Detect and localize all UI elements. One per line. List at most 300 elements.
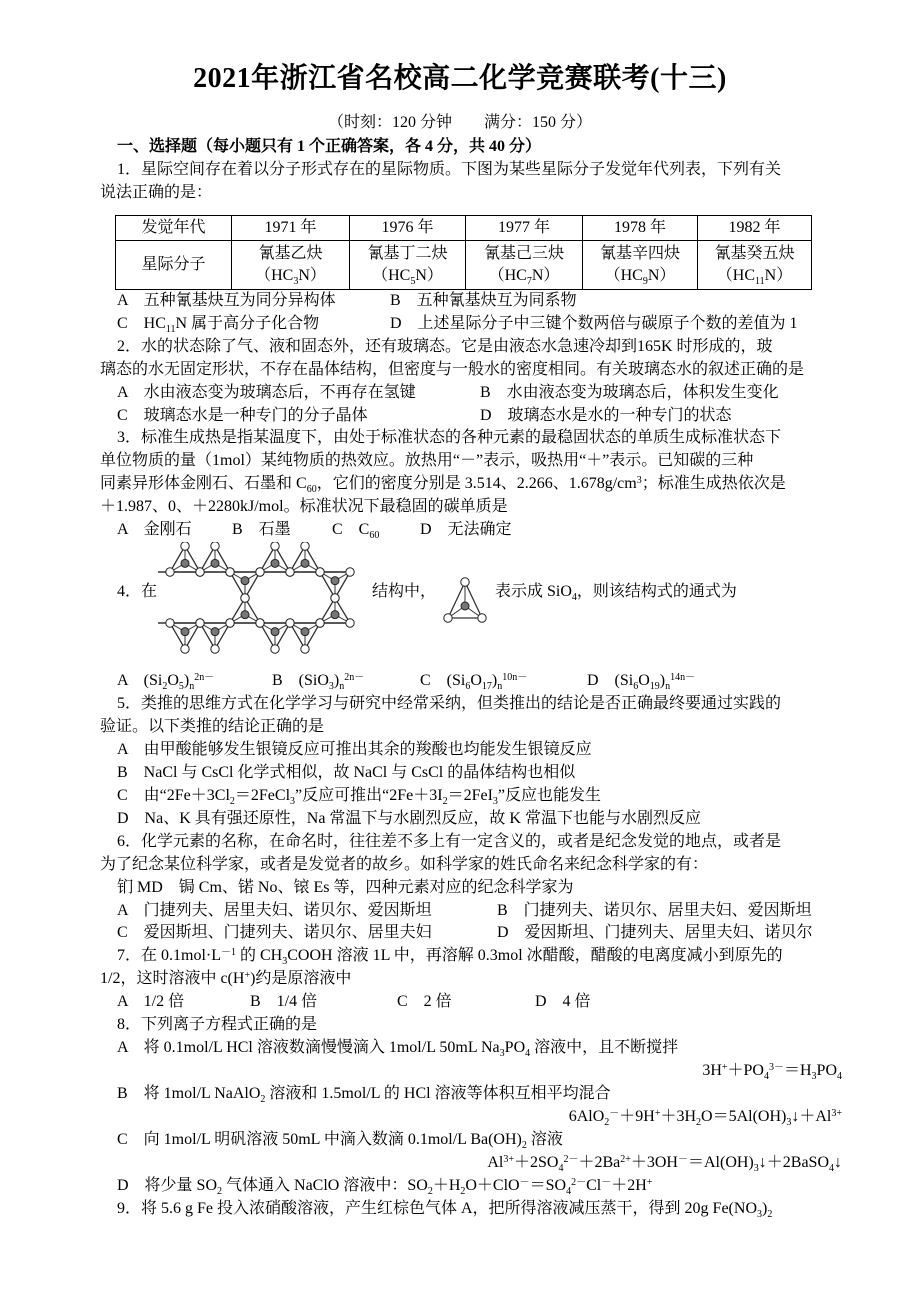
text-run: 2．水的状态除了气、液和固态外，还有玻璃态。它是由液态水急速冷却到165K 时形成的，玻 <box>117 337 773 355</box>
oxygen-atom <box>478 614 486 622</box>
text-run: A 将 0.1mol/L HCl 溶液数滴慢慢滴入 1mol/L 50mL Na <box>117 1039 500 1057</box>
text-line <box>100 1037 842 1060</box>
text-line <box>100 739 842 762</box>
answer-options <box>100 290 842 313</box>
subscript: 17 <box>481 681 492 693</box>
text-run: B (SiO <box>272 672 329 690</box>
silicon-atom <box>301 628 309 636</box>
superscript: 10n－ <box>502 672 528 684</box>
subscript: 2 <box>767 1208 773 1220</box>
text-run: 为了纪念某位科学家，或者是发觉者的故乡。如科学家的姓氏命名来纪念科学家的有： <box>100 855 709 873</box>
answer-options <box>100 922 842 945</box>
text-run: PO <box>816 1062 837 1080</box>
text-run: D Na、K 具有强还原性，Na 常温下与水剧烈反应，故 K 常温下也能与水剧烈反应 <box>117 809 701 827</box>
oxygen-atom <box>241 594 249 602</box>
q4-text-middle <box>372 581 436 604</box>
text-run: O＋ClO <box>465 1176 520 1194</box>
subscript: 4 <box>566 1185 572 1197</box>
superscript: － <box>677 1153 688 1165</box>
section-heading <box>100 136 842 159</box>
silicon-atom <box>181 628 189 636</box>
text-run: ＋PO <box>727 1062 764 1080</box>
text-run: N 属于高分子化合物 <box>175 314 320 332</box>
text-run: B 水由液态变为玻璃态后，体积发生变化 <box>480 383 779 401</box>
subscript: 5 <box>178 681 184 693</box>
oxygen-atom <box>301 645 309 653</box>
text-run: N） <box>298 266 326 284</box>
subscript: 3 <box>293 275 299 287</box>
text-run: COOH 溶液 1L 中，再溶解 0.3mol 冰醋酸，醋酸的电离度减小到原先的 <box>287 947 783 965</box>
answer-option <box>535 991 591 1014</box>
text-run: ＋9H <box>619 1107 655 1125</box>
silicon-atom <box>181 559 189 567</box>
answer-options <box>100 313 842 336</box>
answer-option <box>390 290 577 313</box>
text-run: 3．标准生成热是指某温度下，由处于标准状态的各种元素的最稳固状态的单质生成标准状态下 <box>117 429 782 447</box>
text-run: 8．下列离子方程式正确的是 <box>117 1016 318 1034</box>
oxygen-atom <box>346 568 354 576</box>
text-line <box>100 785 842 808</box>
text-run: B 将 1mol/L NaAlO <box>117 1085 261 1102</box>
subscript: n <box>189 681 195 693</box>
question-4-figure-line <box>100 542 842 670</box>
text-run: 的 CH <box>236 947 283 965</box>
answer-option <box>117 922 497 945</box>
text-run: ＋2Ba <box>578 1153 621 1171</box>
text-run: N） <box>647 266 676 284</box>
text-run: A 1/2 倍 <box>117 993 185 1011</box>
text-run: 结构中， <box>372 583 437 601</box>
subscript: n <box>497 681 503 693</box>
text-run: （HC <box>604 266 643 284</box>
text-run: 溶液中，且不断搅拌 <box>530 1039 679 1057</box>
text-run: 4．在 <box>117 583 158 601</box>
text-run: ＝2FeI <box>447 786 493 804</box>
subscript: 9 <box>642 275 648 287</box>
superscript: 3－ <box>768 1062 784 1074</box>
table-cell: 1976 年 <box>350 215 466 240</box>
answer-option <box>497 900 812 923</box>
text-run: C (Si <box>420 672 466 690</box>
text-run: ＝2FeCl <box>234 786 291 804</box>
text-run: 7．在 0.1mol·L <box>117 947 221 965</box>
superscript: 2n－ <box>344 672 365 684</box>
text-run: ) <box>491 672 498 690</box>
text-run: A 金刚石 <box>117 521 192 539</box>
oxygen-atom <box>331 594 339 602</box>
text-run: A 水由液态变为玻璃态后，不再存在氢键 <box>117 383 416 401</box>
text-run: ，则该结构式的通式为 <box>576 583 737 601</box>
oxygen-atom <box>316 568 324 576</box>
text-line <box>100 359 842 382</box>
subscript: 3 <box>811 1071 817 1083</box>
answer-option <box>250 991 397 1014</box>
superscript: － <box>601 1176 612 1188</box>
text-run: C C <box>332 521 370 539</box>
text-run: 气体通入 NaClO 溶液中：SO <box>222 1176 428 1194</box>
oxygen-atom <box>181 645 189 653</box>
table-cell: 1982 年 <box>698 215 812 240</box>
subscript: 3 <box>757 1208 762 1220</box>
answer-option <box>117 313 390 336</box>
table-cell: 星际分子 <box>116 240 232 289</box>
oxygen-atom <box>256 568 264 576</box>
text-run: A 由甲酸能够发生银镜反应可推出其余的羧酸也均能发生银镜反应 <box>117 740 592 758</box>
oxygen-atom <box>286 619 294 627</box>
text-run: ) <box>659 672 666 690</box>
text-run: 验证。以下类推的结论正确的是 <box>100 718 325 735</box>
answer-option <box>497 922 813 945</box>
text-run: C 爱因斯坦、门捷列夫、诺贝尔、居里夫妇 <box>117 924 432 942</box>
answer-options <box>100 519 842 542</box>
text-line <box>100 450 842 473</box>
subscript: 3 <box>786 1116 792 1128</box>
answer-option <box>117 519 232 542</box>
answer-option <box>232 519 332 542</box>
answer-options <box>100 670 842 693</box>
subscript: 2 <box>260 1094 266 1105</box>
subscript: 2 <box>442 795 448 807</box>
subscript: 4 <box>571 592 577 604</box>
text-run: C HC <box>117 314 166 332</box>
text-run: C 玻璃态水是一种专门的分子晶体 <box>117 406 368 424</box>
superscript: + <box>654 1107 661 1119</box>
text-run: ＋1.987、0、＋2280kJ/mol。标准状况下最稳固的碳单质是 <box>100 498 508 516</box>
silicon-atom <box>461 602 469 610</box>
text-line <box>100 1129 842 1152</box>
text-run: 1．星际空间存在着以分子形式存在的星际物质。下图为某些星际分子发觉年代列表，下列有关 <box>117 160 782 178</box>
text-line <box>100 808 842 831</box>
text-run: 璃态的水无固定形状，不存在晶体结构，但密度与一般水的密度相同。有关玻璃态水的叙述正确的是 <box>100 360 805 378</box>
text-run: D 将少量 SO <box>117 1176 218 1194</box>
text-run: ) <box>333 672 340 690</box>
text-line <box>100 693 842 716</box>
subscript: 3 <box>492 795 498 807</box>
subscript: 60 <box>369 530 380 542</box>
silicon-atom <box>211 559 219 567</box>
q4-text-end <box>495 581 737 604</box>
subscript: n <box>339 681 345 693</box>
superscript: 2+ <box>620 1153 631 1165</box>
subscript: 6 <box>465 681 471 693</box>
text-run: （HC <box>488 266 527 284</box>
text-run: 单位物质的量（1mol）某纯物质的热效应。放热用“－”表示，吸热用“＋”表示。已知碳的三种 <box>100 452 754 470</box>
text-run: B 门捷列夫、诺贝尔、居里夫妇、爱因斯坦 <box>497 901 812 919</box>
table-header-row <box>116 215 812 240</box>
oxygen-atom <box>256 619 264 627</box>
molecule-formula <box>350 265 465 287</box>
oxygen-atom <box>461 578 469 586</box>
superscript: 3+ <box>831 1107 842 1119</box>
superscript: 2－ <box>571 1176 587 1188</box>
molecule-formula <box>583 265 697 287</box>
text-run: A 五种氰基炔互为同分异构体 <box>117 291 336 309</box>
exam-info: （时刻：120 分钟 满分：150 分） <box>327 114 592 131</box>
text-run: （HC <box>716 266 756 284</box>
molecule-name: 氰基乙炔 <box>258 244 323 262</box>
superscript: 2n－ <box>194 672 215 684</box>
text-run: Cl <box>586 1176 602 1194</box>
subscript: 6 <box>633 681 639 693</box>
oxygen-atom <box>226 619 234 627</box>
text-run: ”反应也能发生 <box>497 786 602 804</box>
oxygen-atom <box>211 645 219 653</box>
oxygen-atom <box>301 542 309 550</box>
text-run: 溶液和 1.5mol/L 的 HCl 溶液等体积互相平均混合 <box>265 1085 611 1102</box>
equation-line <box>100 1106 842 1129</box>
text-run: ”反应可推出“2Fe＋3I <box>295 786 443 804</box>
table-cell: 1977 年 <box>466 215 583 240</box>
text-run: 钔 MD 锔 Cm、锘 No、锿 Es 等，四种元素对应的纪念科学家为 <box>117 878 574 896</box>
oxygen-atom <box>346 619 354 627</box>
subscript: 3 <box>753 1162 759 1174</box>
subscript: 4 <box>837 1071 842 1083</box>
text-run: B 石墨 <box>232 521 291 539</box>
subscript: 3 <box>328 681 334 693</box>
text-line <box>100 716 842 739</box>
answer-option <box>117 290 390 313</box>
text-run: 1/2，这时溶液中 c(H <box>100 970 245 988</box>
text-run: 说法正确的是： <box>100 183 213 201</box>
subscript: 7 <box>526 275 532 287</box>
text-run: 6．化学元素的名称，在命名时，往往差不多上有一定含义的，或者是纪念发觉的地点，或者是 <box>117 832 782 850</box>
text-run: ＋H <box>432 1176 461 1194</box>
text-run: ↓＋Al <box>791 1107 832 1125</box>
subscript: 2 <box>521 1139 527 1151</box>
table-wrap <box>100 215 842 290</box>
oxygen-atom <box>271 645 279 653</box>
text-run: ＝Al(OH) <box>687 1153 754 1171</box>
superscript: － <box>609 1107 620 1119</box>
text-line <box>100 159 842 182</box>
oxygen-atom <box>196 568 204 576</box>
text-line <box>100 1083 842 1106</box>
silicate-chain-diagram <box>100 542 842 670</box>
text-run: D 玻璃态水是水的一种专门的状态 <box>480 406 732 424</box>
answer-option <box>117 900 497 923</box>
text-run: B 1/4 倍 <box>250 993 318 1011</box>
oxygen-atom <box>211 542 219 550</box>
silicon-atom <box>211 628 219 636</box>
text-run: ，它们的密度分别是 3.514、2.266、1.678g/cm <box>316 475 637 493</box>
text-run: ＝H <box>783 1062 812 1080</box>
equation-line <box>100 1152 842 1175</box>
oxygen-atom <box>196 619 204 627</box>
text-line <box>100 854 842 877</box>
text-run: N） <box>415 266 443 284</box>
text-run: N） <box>531 266 560 284</box>
text-run: 9．将 5.6 g Fe 投入浓硝酸溶液，产生红棕色气体 A，把所得溶液减压蒸干，得到 20g Fe(NO <box>117 1199 757 1217</box>
table-cell <box>350 240 466 289</box>
text-line <box>100 831 842 854</box>
answer-option <box>117 405 480 428</box>
silicon-atom <box>241 577 249 585</box>
answer-option <box>420 670 587 693</box>
answer-option <box>420 519 512 542</box>
superscript: － <box>519 1176 530 1188</box>
text-line <box>100 496 842 519</box>
subscript: n <box>665 681 671 693</box>
answer-option <box>117 991 250 1014</box>
oxygen-atom <box>226 568 234 576</box>
superscript: 3 <box>636 475 642 487</box>
table-cell: 发觉年代 <box>116 215 232 240</box>
text-line <box>100 762 842 785</box>
subscript: 3 <box>290 795 296 807</box>
text-run: （HC <box>372 266 411 284</box>
subscript: 11 <box>165 323 176 335</box>
answer-option <box>390 313 798 336</box>
silicon-atom <box>241 611 249 619</box>
table-cell <box>698 240 812 289</box>
text-run: D (Si <box>587 672 634 690</box>
text-run: )约是原溶液中 <box>250 970 352 988</box>
oxygen-atom <box>271 542 279 550</box>
answer-option <box>117 382 480 405</box>
molecule-name: 氰基丁二炔 <box>367 244 448 262</box>
text-run: Al <box>487 1153 504 1171</box>
text-run: （HC <box>255 266 294 284</box>
text-run: ＋2H <box>611 1176 647 1194</box>
text-run: 3H <box>702 1062 722 1080</box>
oxygen-atom <box>286 568 294 576</box>
answer-options <box>100 405 842 428</box>
text-run: ＋2SO <box>513 1153 559 1171</box>
subscript: 5 <box>410 275 416 287</box>
subscript: 2 <box>217 1185 223 1197</box>
subscript: 60 <box>306 484 317 496</box>
text-run: O <box>470 672 482 690</box>
subscript: 2 <box>162 681 168 693</box>
text-line <box>100 877 842 900</box>
text-run: A 门捷列夫、居里夫妇、诺贝尔、爱因斯坦 <box>117 901 432 919</box>
text-run: B NaCl 与 CsCl 化学式相似，故 NaCl 与 CsCl 的晶体结构也相似 <box>117 763 576 781</box>
subscript: 4 <box>829 1162 834 1174</box>
silicon-atom <box>301 559 309 567</box>
subscript: 19 <box>649 681 660 693</box>
text-run: PO <box>504 1039 526 1057</box>
answer-option <box>397 991 535 1014</box>
silicon-atom <box>271 559 279 567</box>
text-run: 6AlO <box>568 1107 605 1125</box>
discovery-table <box>115 215 812 290</box>
text-run: ＋3H <box>660 1107 697 1125</box>
superscript: + <box>721 1062 728 1074</box>
text-run: D 上述星际分子中三键个数两倍与碳原子个数的差值为 1 <box>390 314 798 332</box>
text-run: ↓ <box>834 1153 842 1171</box>
subscript: 3 <box>282 956 288 968</box>
subscript: 2 <box>427 1185 433 1197</box>
answer-options <box>100 900 842 923</box>
text-run: D 4 倍 <box>535 993 591 1011</box>
equation-line <box>100 1060 842 1083</box>
molecule-name: 氰基己三炔 <box>483 244 564 262</box>
superscript: －1 <box>221 947 236 959</box>
subscript: 3 <box>499 1048 505 1060</box>
text-run: D 无法确定 <box>420 521 512 539</box>
superscript: + <box>244 970 251 982</box>
subscript: 2 <box>460 1185 466 1197</box>
text-run: O <box>638 672 650 690</box>
text-run: C 向 1mol/L 明矾溶液 50mL 中滴入数滴 0.1mol/L Ba(OH) <box>117 1130 522 1148</box>
text-line <box>100 968 842 991</box>
text-line <box>100 945 842 968</box>
text-run: A (Si <box>117 672 163 690</box>
text-run: 表示成 SiO <box>495 583 572 601</box>
q4-text-start <box>117 581 157 604</box>
answer-option <box>272 670 420 693</box>
superscript: + <box>646 1176 653 1188</box>
molecule-formula <box>698 265 811 287</box>
molecule-formula <box>466 265 582 287</box>
text-line <box>100 1175 842 1198</box>
text-line <box>100 336 842 359</box>
subscript: 4 <box>525 1048 531 1060</box>
text-run: N） <box>764 266 793 284</box>
text-line <box>100 427 842 450</box>
text-run: ) <box>762 1199 768 1217</box>
document-title: 2021年浙江省名校高二化学竞赛联考(十三) <box>193 63 727 94</box>
answer-option <box>117 670 272 693</box>
molecule-formula <box>232 265 349 287</box>
text-line <box>100 182 842 205</box>
silicon-atom <box>331 611 339 619</box>
text-run: 同素异形体金刚石、石墨和 C <box>100 475 307 493</box>
superscript: 3+ <box>503 1153 514 1165</box>
text-run: C 由“2Fe＋3Cl <box>117 786 230 804</box>
superscript: 2－ <box>563 1153 579 1165</box>
text-line <box>100 473 842 496</box>
text-run: C 2 倍 <box>397 993 452 1011</box>
answer-option <box>332 519 420 542</box>
answer-options <box>100 991 842 1014</box>
answer-options <box>100 382 842 405</box>
text-run: B 五种氰基炔互为同系物 <box>390 291 577 309</box>
oxygen-atom <box>166 619 174 627</box>
text-run: 溶液 <box>526 1130 563 1148</box>
subscript: 4 <box>763 1071 769 1083</box>
answer-option <box>587 670 695 693</box>
silicon-atom <box>271 628 279 636</box>
table-row <box>116 240 812 289</box>
text-run: 5．类推的思维方式在化学学习与研究中经常采纳，但类推出的结论是否正确最终要通过实践的 <box>117 695 782 713</box>
oxygen-atom <box>166 568 174 576</box>
oxygen-atom <box>444 614 452 622</box>
molecule-name: 氰基癸五炔 <box>714 244 795 262</box>
subscript: 2 <box>229 795 235 807</box>
table-cell: 1978 年 <box>583 215 698 240</box>
text-run: D 爱因斯坦、门捷列夫、居里夫妇、诺贝尔 <box>497 924 813 942</box>
silicon-atom <box>331 577 339 585</box>
table-cell <box>232 240 350 289</box>
text-run: ＝SO <box>529 1176 567 1194</box>
text-run: ＋3OH <box>630 1153 678 1171</box>
table-cell: 1971 年 <box>232 215 350 240</box>
subscript: 4 <box>558 1162 564 1174</box>
text-run: 一、选择题（每小题只有 1 个正确答案，各 4 分，共 40 分） <box>117 138 542 155</box>
document-body <box>100 136 842 1221</box>
molecule-name: 氰基辛四炔 <box>599 244 680 262</box>
text-run: ) <box>183 672 190 690</box>
table-cell <box>466 240 583 289</box>
text-run: ；标准生成热依次是 <box>641 475 786 493</box>
subscript: 11 <box>755 275 765 287</box>
text-run: O <box>167 672 179 690</box>
oxygen-atom <box>316 619 324 627</box>
text-line <box>100 1014 842 1037</box>
text-run: ↓＋2BaSO <box>758 1153 829 1171</box>
subscript: 2 <box>604 1116 610 1128</box>
